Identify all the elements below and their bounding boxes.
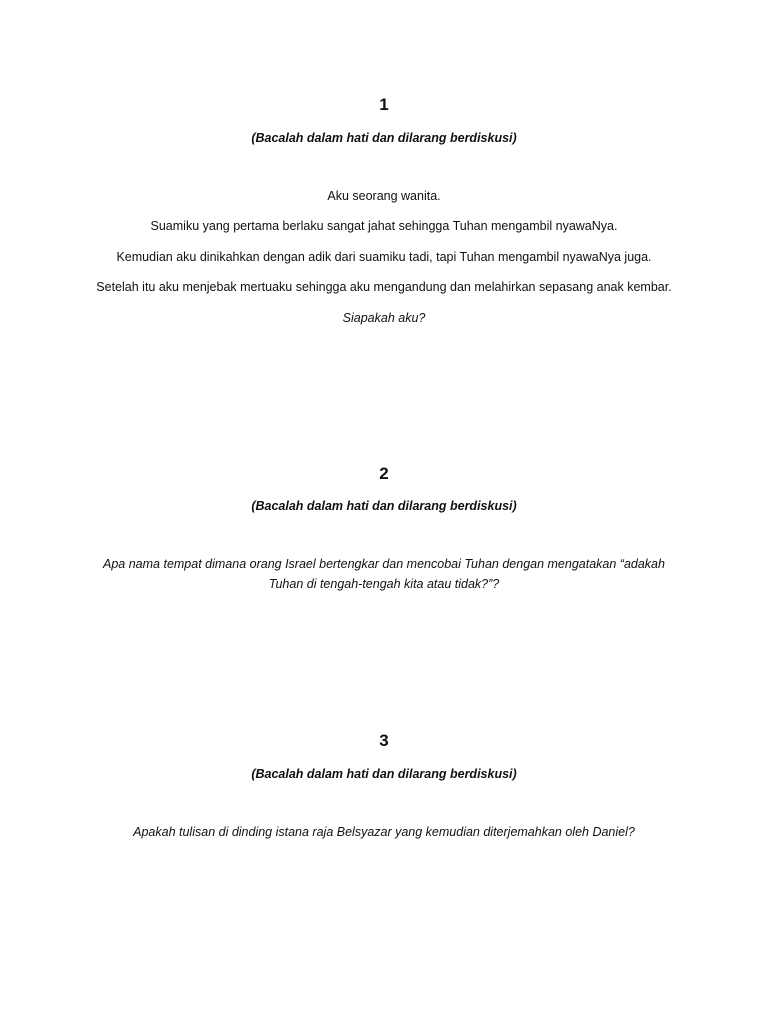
section-1-line-4: Setelah itu aku menjebak mertuaku sehingga aku mengandung dan melahirkan sepasang anak kembar. <box>96 280 672 294</box>
section-3-question: Apakah tulisan di dinding istana raja Belsyazar yang kemudian diterjemahkan oleh Daniel? <box>133 825 635 839</box>
section-1-instruction: (Bacalah dalam hati dan dilarang berdiskusi) <box>251 131 517 145</box>
section-2-question-line-2: Tuhan di tengah-tengah kita atau tidak?”? <box>268 577 500 591</box>
section-1-number: 1 <box>379 95 389 114</box>
section-1-line-1: Aku seorang wanita. <box>327 189 441 203</box>
section-2-instruction: (Bacalah dalam hati dan dilarang berdiskusi) <box>251 499 517 513</box>
section-2-number: 2 <box>379 464 389 483</box>
section-2-question-line-1: Apa nama tempat dimana orang Israel bertengkar dan mencobai Tuhan dengan mengatakan “adakah <box>103 557 665 571</box>
section-1-line-2: Suamiku yang pertama berlaku sangat jahat sehingga Tuhan mengambil nyawaNya. <box>150 219 618 233</box>
section-1-question: Siapakah aku? <box>342 311 426 325</box>
section-3-number: 3 <box>379 731 389 750</box>
section-1-line-3: Kemudian aku dinikahkan dengan adik dari suamiku tadi, tapi Tuhan mengambil nyawaNya juga. <box>116 250 652 264</box>
section-3-instruction: (Bacalah dalam hati dan dilarang berdiskusi) <box>251 767 517 781</box>
